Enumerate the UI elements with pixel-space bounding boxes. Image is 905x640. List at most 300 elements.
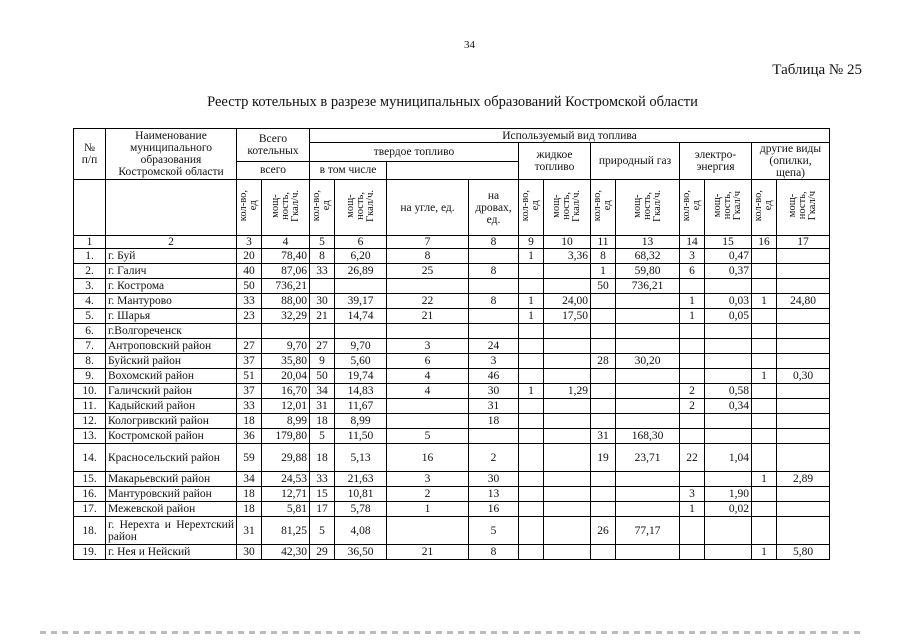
table-cell — [705, 414, 752, 429]
table-cell — [705, 339, 752, 354]
header-name: Наименование муниципального образования Костромской области — [106, 129, 237, 180]
table-row — [74, 324, 830, 339]
table-cell: 5 — [469, 517, 519, 545]
municipality-name-cell: Костромской район — [106, 429, 237, 444]
table-cell: 20 — [237, 249, 262, 264]
table-cell: 3 — [387, 339, 469, 354]
table-cell: 59 — [237, 444, 262, 472]
column-index-cell: 7 — [387, 236, 469, 249]
table-cell: 32,29 — [262, 309, 310, 324]
table-cell — [544, 517, 591, 545]
table-cell: 1,04 — [705, 444, 752, 472]
row-number-cell: 13. — [74, 429, 106, 444]
table-cell: 1 — [519, 249, 544, 264]
table-row — [74, 294, 830, 309]
table-cell: 24,53 — [262, 472, 310, 487]
table-cell: 33 — [310, 472, 335, 487]
column-index-cell: 16 — [752, 236, 777, 249]
table-cell: 5,13 — [335, 444, 387, 472]
table-cell: 2 — [680, 399, 705, 414]
table-cell: 29 — [310, 545, 335, 560]
table-cell: 179,80 — [262, 429, 310, 444]
table-cell: 12,01 — [262, 399, 310, 414]
table-cell: 25 — [387, 264, 469, 279]
table-cell — [469, 249, 519, 264]
table-cell: 8 — [469, 264, 519, 279]
row-number-cell: 2. — [74, 264, 106, 279]
table-cell — [705, 369, 752, 384]
table-cell — [752, 249, 777, 264]
table-row — [74, 472, 830, 487]
table-cell — [616, 369, 680, 384]
table-cell: 17,50 — [544, 309, 591, 324]
table-cell — [705, 354, 752, 369]
table-cell — [544, 429, 591, 444]
table-cell — [680, 414, 705, 429]
table-row — [74, 545, 830, 560]
column-index-cell: 5 — [310, 236, 335, 249]
municipality-name-cell: г. Нерехта и Нерехтский район — [106, 517, 237, 545]
table-cell — [519, 279, 544, 294]
table-cell — [544, 399, 591, 414]
table-cell: 50 — [310, 369, 335, 384]
table-cell — [591, 502, 616, 517]
table-cell — [777, 414, 830, 429]
table-row — [74, 502, 830, 517]
table-cell: 59,80 — [616, 264, 680, 279]
table-cell — [469, 279, 519, 294]
table-cell: 21 — [387, 545, 469, 560]
row-number-cell: 4. — [74, 294, 106, 309]
header-other: другие виды (опилки, щепа) — [752, 143, 830, 180]
table-cell — [752, 414, 777, 429]
table-row — [74, 487, 830, 502]
header-solid-count: кол-во, ед — [310, 180, 335, 236]
column-index-cell: 6 — [335, 236, 387, 249]
table-cell: 40 — [237, 264, 262, 279]
table-cell: 18 — [237, 414, 262, 429]
table-cell: 81,25 — [262, 517, 310, 545]
table-cell: 0,05 — [705, 309, 752, 324]
table-cell — [777, 309, 830, 324]
table-row — [74, 309, 830, 324]
table-cell — [519, 472, 544, 487]
table-cell: 4 — [387, 369, 469, 384]
table-cell — [544, 444, 591, 472]
table-cell: 5 — [310, 429, 335, 444]
table-cell — [777, 487, 830, 502]
table-cell: 10,81 — [335, 487, 387, 502]
table-cell: 18 — [237, 502, 262, 517]
table-cell — [519, 354, 544, 369]
table-cell — [777, 444, 830, 472]
table-cell: 29,88 — [262, 444, 310, 472]
table-cell — [777, 354, 830, 369]
table-cell — [591, 545, 616, 560]
table-cell — [752, 264, 777, 279]
municipality-name-cell: Межевской район — [106, 502, 237, 517]
table-cell — [777, 264, 830, 279]
table-cell — [777, 399, 830, 414]
table-cell: 3 — [680, 487, 705, 502]
table-cell: 31 — [237, 517, 262, 545]
header-total-power: мощ- ность, Гкал/ч. — [262, 180, 310, 236]
header-incl: в том числе — [310, 161, 387, 180]
table-cell: 6 — [680, 264, 705, 279]
table-cell: 6,20 — [335, 249, 387, 264]
table-cell — [519, 429, 544, 444]
table-cell — [544, 324, 591, 339]
table-cell — [777, 502, 830, 517]
table-cell: 15 — [310, 487, 335, 502]
municipality-name-cell: г. Галич — [106, 264, 237, 279]
table-cell — [680, 517, 705, 545]
table-cell: 87,06 — [262, 264, 310, 279]
table-cell — [680, 339, 705, 354]
table-cell: 28 — [591, 354, 616, 369]
table-cell: 35,80 — [262, 354, 310, 369]
table-cell — [591, 384, 616, 399]
table-cell: 8 — [591, 249, 616, 264]
header-total: Всего котельных — [237, 129, 310, 162]
table-cell — [616, 487, 680, 502]
table-cell: 18 — [310, 414, 335, 429]
table-cell: 26,89 — [335, 264, 387, 279]
table-cell: 19 — [591, 444, 616, 472]
table-cell: 1 — [752, 545, 777, 560]
table-cell — [705, 324, 752, 339]
table-cell: 23,71 — [616, 444, 680, 472]
column-index-cell: 13 — [616, 236, 680, 249]
header-gas-power: мощ- ность, Гкал/ч. — [616, 180, 680, 236]
table-cell — [519, 414, 544, 429]
table-cell — [680, 354, 705, 369]
table-cell: 14,83 — [335, 384, 387, 399]
row-number-cell: 1. — [74, 249, 106, 264]
table-cell: 1,90 — [705, 487, 752, 502]
header-other-power: мощ- ность, Гкал/ч — [777, 180, 830, 236]
table-cell: 3 — [680, 249, 705, 264]
table-cell: 13 — [469, 487, 519, 502]
table-cell — [752, 399, 777, 414]
table-row — [74, 399, 830, 414]
header-solid-power: мощ- ность, Гкал/ч. — [335, 180, 387, 236]
table-cell: 36,50 — [335, 545, 387, 560]
table-cell: 31 — [591, 429, 616, 444]
table-cell — [705, 472, 752, 487]
table-row — [74, 354, 830, 369]
table-cell: 31 — [469, 399, 519, 414]
row-number-cell: 10. — [74, 384, 106, 399]
header-gas: природный газ — [591, 143, 680, 180]
table-cell: 1 — [680, 309, 705, 324]
table-cell: 5,60 — [335, 354, 387, 369]
table-cell: 0,30 — [777, 369, 830, 384]
table-cell — [387, 324, 469, 339]
table-row — [74, 279, 830, 294]
table-cell: 77,17 — [616, 517, 680, 545]
table-cell — [705, 279, 752, 294]
table-cell — [544, 472, 591, 487]
column-index-cell: 2 — [106, 236, 237, 249]
row-number-cell: 17. — [74, 502, 106, 517]
table-cell: 18 — [310, 444, 335, 472]
municipality-name-cell: Галичский район — [106, 384, 237, 399]
row-number-cell: 8. — [74, 354, 106, 369]
table-row — [74, 414, 830, 429]
table-cell: 39,17 — [335, 294, 387, 309]
municipality-name-cell: Кологривский район — [106, 414, 237, 429]
table-cell: 4 — [387, 384, 469, 399]
table-cell: 1 — [519, 384, 544, 399]
table-cell: 3 — [387, 472, 469, 487]
table-cell: 31 — [310, 399, 335, 414]
header-coal: на угле, ед. — [387, 180, 469, 236]
table-cell — [705, 429, 752, 444]
table-cell — [519, 369, 544, 384]
table-cell: 24,00 — [544, 294, 591, 309]
table-cell — [752, 444, 777, 472]
row-number-cell: 9. — [74, 369, 106, 384]
row-number-cell: 3. — [74, 279, 106, 294]
table-cell — [777, 339, 830, 354]
row-number-cell: 19. — [74, 545, 106, 560]
table-cell — [469, 324, 519, 339]
header-total-count: кол-во, ед — [237, 180, 262, 236]
table-cell — [544, 354, 591, 369]
row-number-cell: 5. — [74, 309, 106, 324]
table-cell — [777, 517, 830, 545]
table-cell — [616, 414, 680, 429]
table-cell: 33 — [237, 294, 262, 309]
row-number-cell: 12. — [74, 414, 106, 429]
table-cell: 68,32 — [616, 249, 680, 264]
table-cell — [591, 414, 616, 429]
table-cell — [616, 472, 680, 487]
table-cell: 8 — [387, 249, 469, 264]
table-cell — [387, 279, 469, 294]
table-cell: 8 — [469, 545, 519, 560]
table-cell — [544, 414, 591, 429]
table-cell: 16 — [387, 444, 469, 472]
table-cell: 2 — [680, 384, 705, 399]
table-cell: 51 — [237, 369, 262, 384]
table-cell — [387, 414, 469, 429]
header-num-spacer — [74, 180, 106, 236]
header-solid-all: всего — [237, 161, 310, 180]
table-cell: 16 — [469, 502, 519, 517]
table-cell: 37 — [237, 384, 262, 399]
table-cell — [752, 487, 777, 502]
header-num: № п/п — [74, 129, 106, 180]
table-cell: 1 — [519, 309, 544, 324]
table-cell: 42,30 — [262, 545, 310, 560]
table-cell — [544, 487, 591, 502]
table-cell — [519, 264, 544, 279]
table-cell: 9,70 — [262, 339, 310, 354]
table-cell — [616, 294, 680, 309]
table-cell — [237, 324, 262, 339]
table-cell — [616, 502, 680, 517]
municipality-name-cell: Антроповский район — [106, 339, 237, 354]
table-cell: 1 — [680, 294, 705, 309]
table-cell: 0,34 — [705, 399, 752, 414]
table-cell — [591, 294, 616, 309]
table-cell — [777, 429, 830, 444]
table-cell: 5,81 — [262, 502, 310, 517]
table-cell — [616, 339, 680, 354]
header-liquid: жидкое топливо — [519, 143, 591, 180]
row-number-cell: 14. — [74, 444, 106, 472]
table-cell: 2 — [387, 487, 469, 502]
table-cell: 2 — [469, 444, 519, 472]
table-cell: 33 — [237, 399, 262, 414]
table-cell — [335, 279, 387, 294]
table-cell: 30 — [237, 545, 262, 560]
municipality-name-cell: Красносельский район — [106, 444, 237, 472]
table-cell — [544, 502, 591, 517]
row-number-cell: 18. — [74, 517, 106, 545]
header-electric-power: мощ- ность, Гкал/ч — [705, 180, 752, 236]
header-liquid-count: кол-во, ед — [519, 180, 544, 236]
table-cell: 46 — [469, 369, 519, 384]
table-label: Таблица № 25 — [772, 62, 862, 78]
table-cell — [752, 384, 777, 399]
table-cell: 17 — [310, 502, 335, 517]
table-cell — [262, 324, 310, 339]
table-cell: 0,02 — [705, 502, 752, 517]
municipality-name-cell: г. Шарья — [106, 309, 237, 324]
header-fuel-used: Используемый вид топлива — [310, 129, 830, 143]
table-cell: 1 — [752, 294, 777, 309]
column-index-cell: 1 — [74, 236, 106, 249]
table-cell: 12,71 — [262, 487, 310, 502]
table-row — [74, 369, 830, 384]
page-number: 34 — [464, 39, 475, 51]
table-cell — [777, 279, 830, 294]
table-cell — [387, 399, 469, 414]
table-cell — [591, 472, 616, 487]
table-cell: 3,36 — [544, 249, 591, 264]
table-cell: 11,67 — [335, 399, 387, 414]
table-cell: 8,99 — [335, 414, 387, 429]
table-cell — [469, 429, 519, 444]
table-cell: 1 — [680, 502, 705, 517]
table-cell: 24 — [469, 339, 519, 354]
table-cell: 14,74 — [335, 309, 387, 324]
municipality-name-cell: г. Буй — [106, 249, 237, 264]
boiler-registry-table — [73, 128, 830, 560]
table-cell: 168,30 — [616, 429, 680, 444]
table-cell: 1 — [752, 472, 777, 487]
scan-artifact-strip — [40, 631, 865, 634]
table-cell: 9 — [310, 354, 335, 369]
table-cell — [519, 339, 544, 354]
header-solid: твердое топливо — [310, 143, 519, 162]
row-number-cell: 16. — [74, 487, 106, 502]
table-cell — [752, 429, 777, 444]
table-cell — [387, 517, 469, 545]
table-cell: 34 — [237, 472, 262, 487]
column-index-cell: 9 — [519, 236, 544, 249]
table-cell — [680, 279, 705, 294]
table-cell: 50 — [591, 279, 616, 294]
column-index-cell: 10 — [544, 236, 591, 249]
table-cell — [335, 324, 387, 339]
table-cell: 24,80 — [777, 294, 830, 309]
table-cell — [310, 279, 335, 294]
table-cell: 1 — [591, 264, 616, 279]
table-cell — [752, 517, 777, 545]
table-cell: 21 — [387, 309, 469, 324]
table-cell — [752, 354, 777, 369]
table-cell: 22 — [387, 294, 469, 309]
table-cell: 88,00 — [262, 294, 310, 309]
table-cell: 5,80 — [777, 545, 830, 560]
table-cell — [519, 324, 544, 339]
table-cell — [519, 517, 544, 545]
header-name-spacer — [106, 180, 237, 236]
table-cell — [591, 309, 616, 324]
table-cell — [519, 487, 544, 502]
table-cell — [616, 384, 680, 399]
header-other-count: кол-во, ед — [752, 180, 777, 236]
municipality-name-cell: г.Волгореченск — [106, 324, 237, 339]
table-cell: 30 — [469, 472, 519, 487]
column-index-cell: 3 — [237, 236, 262, 249]
table-cell — [544, 545, 591, 560]
table-cell: 1 — [387, 502, 469, 517]
table-cell: 736,21 — [262, 279, 310, 294]
column-index-row — [74, 236, 830, 249]
table-cell — [519, 502, 544, 517]
table-cell — [544, 264, 591, 279]
municipality-name-cell: Макарьевский район — [106, 472, 237, 487]
table-cell — [680, 369, 705, 384]
column-index-cell: 15 — [705, 236, 752, 249]
table-cell: 5 — [387, 429, 469, 444]
table-cell — [616, 399, 680, 414]
table-cell — [616, 545, 680, 560]
table-row — [74, 517, 830, 545]
table-row — [74, 429, 830, 444]
table-cell: 0,37 — [705, 264, 752, 279]
table-cell — [752, 502, 777, 517]
table-cell — [616, 324, 680, 339]
table-cell — [519, 545, 544, 560]
header-electric-count: кол-во, ед — [680, 180, 705, 236]
table-cell — [469, 309, 519, 324]
table-cell: 6 — [387, 354, 469, 369]
header-gas-count: кол-во, ед — [591, 180, 616, 236]
table-cell: 5 — [310, 517, 335, 545]
table-cell: 8 — [310, 249, 335, 264]
table-cell: 18 — [237, 487, 262, 502]
table-cell: 2,89 — [777, 472, 830, 487]
municipality-name-cell: Вохомский район — [106, 369, 237, 384]
municipality-name-cell: Буйский район — [106, 354, 237, 369]
table-cell: 1 — [752, 369, 777, 384]
table-cell — [705, 517, 752, 545]
table-cell: 26 — [591, 517, 616, 545]
table-cell — [777, 249, 830, 264]
table-cell: 18 — [469, 414, 519, 429]
table-cell: 20,04 — [262, 369, 310, 384]
table-cell — [705, 545, 752, 560]
table-cell — [752, 279, 777, 294]
table-cell: 34 — [310, 384, 335, 399]
table-row — [74, 249, 830, 264]
